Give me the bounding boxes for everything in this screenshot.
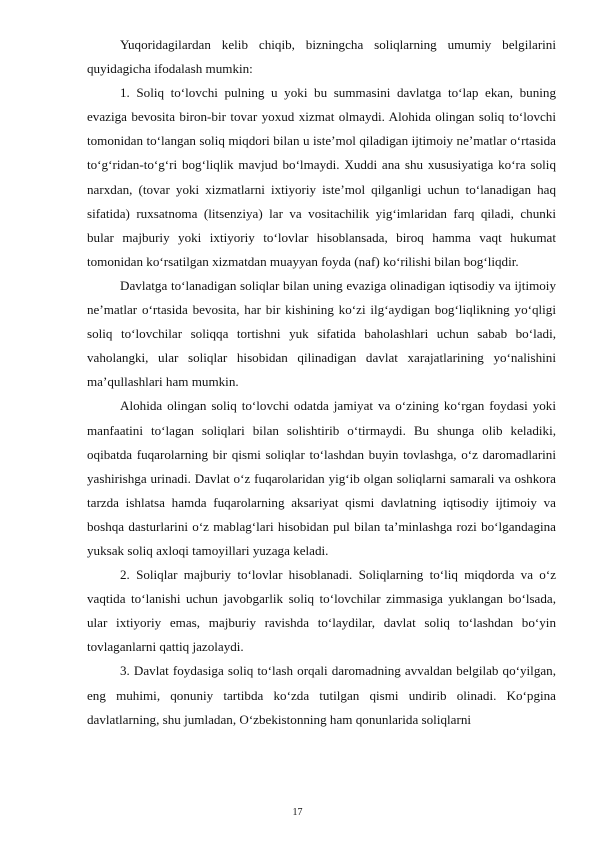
paragraph-point-2: 2. Soliqlar majburiy to‘lovlar hisoblanadi. Soliqlarning to‘liq miqdorda va o‘z vaqtida to‘lanishi uchun javobgarlik soliq to‘lovchilar zimmasiga yuklangan bo‘lsada, ular ixtiyoriy emas, majburiy ravishda to‘laydilar, davlat soliq to‘lashdan bo‘yin tovlaganlarni qattiq jazolaydi. [87,567,556,655]
paragraph-point-3: 3. Davlat foydasiga soliq to‘lash orqali daromadning avvaldan belgilab qo‘yilgan, eng muhimi, qonuniy tartibda ko‘zda tutilgan qismi undirib olinadi. Ko‘pgina davlatlarning, shu jumladan, O‘zbekistonning ham qonunlarida soliqlarni [87,663,556,727]
paragraph-state-taxes: Davlatga to‘lanadigan soliqlar bilan uning evaziga olinadigan iqtisodiy va ijtimoiy ne’matlar o‘rtasida bevosita, har bir kishining ko‘zi ilg‘aydigan bog‘liqlikning yo‘qligi soliq to‘lovchilar soliqqa tortishni yuk sifatida baholashlari uchun sabab bo‘ladi, vaholangki, ular soliqlar hisobidan qilinadigan davlat xarajatlarining yo‘nalishini ma’qullashlari ham mumkin. [87,277,556,390]
body-text [87,33,556,732]
paragraph-point-1: 1. Soliq to‘lovchi pulning u yoki bu summasini davlatga to‘lap ekan, buning evaziga bevosita biron-bir tovar yoxud xizmat olmaydi. Alohida olingan soliq to‘lovchi tomonidan to‘langan soliq miqdori bilan u iste’mol qiladigan ijtimoiy ne’matlar o‘rtasida to‘g‘ridan-to‘g‘ri bog‘liqlik mavjud bo‘lmaydi. Xuddi ana shu xususiyatiga ko‘ra soliq narxdan, (tovar yoki xizmatlarni ixtiyoriy iste’mol qilganligi uchun to‘lanadigan haq sifatida) ruxsatnoma (litsenziya) lar va vositachilik yig‘imlaridan farq qiladi, chunki bular majburiy yoki ixtiyoriy to‘lovlar hisoblansada, biroq hamma vaqt hukumat tomonidan ko‘rsatilgan xizmatdan muayyan foyda (naf) ko‘rilishi bilan bog‘liqdir. [87,85,556,269]
paragraph-taxpayer-behavior: Alohida olingan soliq to‘lovchi odatda jamiyat va o‘zining ko‘rgan foydasi yoki manfaatini to‘lagan soliqlari bilan solishtirib o‘tirmaydi. Bu shunga olib keladiki, oqibatda fuqarolarning bir qismi soliqlar to‘lashdan buyin tovlashga, o‘z daromadlarini yashirishga urinadi. Davlat o‘z fuqarolaridan yig‘ib olgan soliqlarni samarali va oshkora tarzda ishlatsa hamda fuqarolarning aksariyat qismi davlatning iqtisodiy ijtimoiy va boshqa dasturlarini o‘z mablag‘lari hisobidan pul bilan ta’minlashga rozi bo‘lgandagina yuksak soliq axloqi tamoyillari yuzaga keladi. [87,398,556,558]
page-number: 17 [292,807,303,818]
paragraph-intro: Yuqoridagilardan kelib chiqib, bizningcha soliqlarning umumiy belgilarini quyidagicha ifodalash mumkin: [87,37,556,77]
